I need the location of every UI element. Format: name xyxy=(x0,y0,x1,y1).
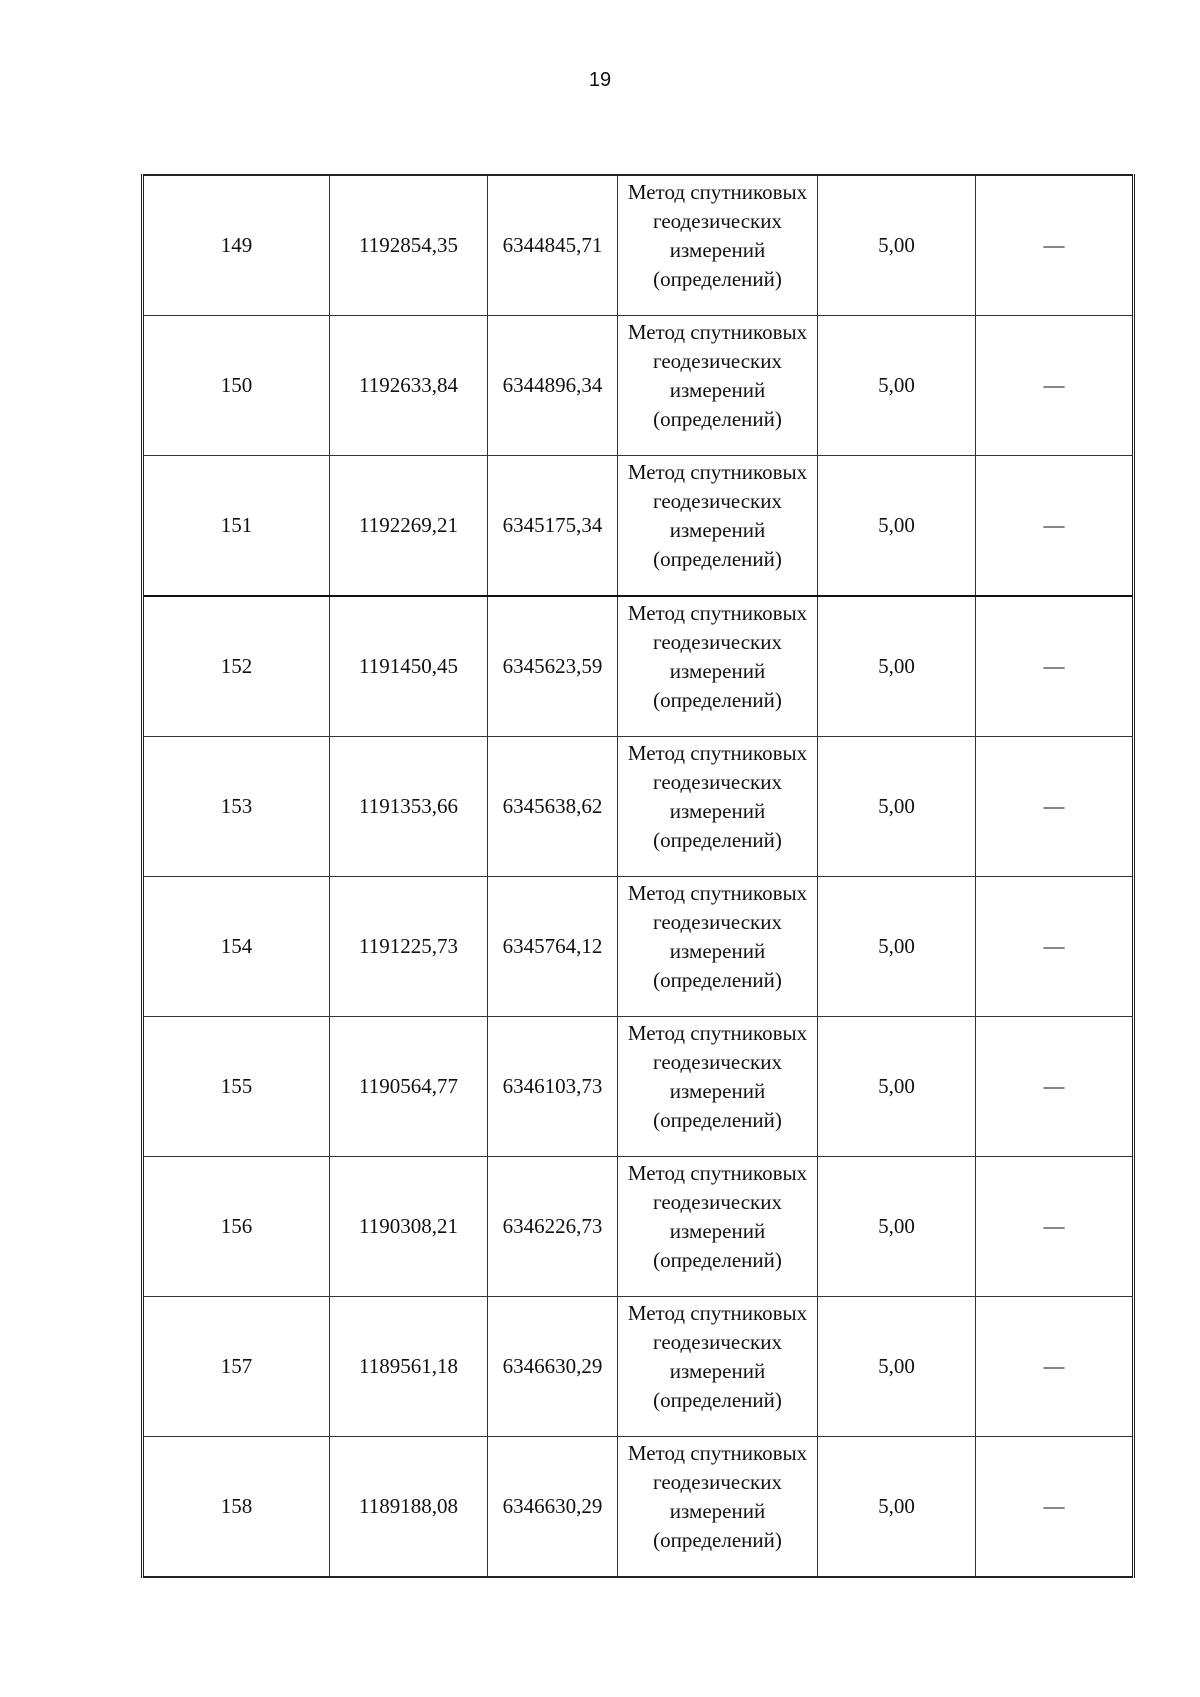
method-line: (определений) xyxy=(653,1108,782,1132)
x-coordinate-cell: 1191450,45 xyxy=(330,596,488,737)
y-coordinate-cell: 6346226,73 xyxy=(488,1157,618,1297)
method-line: измерений xyxy=(669,1359,766,1383)
method-line: Метод спутниковых xyxy=(627,180,808,204)
x-coordinate-cell: 1192633,84 xyxy=(330,316,488,456)
table-row xyxy=(143,1157,1134,1297)
method-cell xyxy=(618,456,818,597)
method-line: (определений) xyxy=(653,547,782,571)
method-line: Метод спутниковых xyxy=(627,1441,808,1465)
method-line: измерений xyxy=(669,939,766,963)
description-cell: — xyxy=(976,175,1134,316)
x-coordinate-cell: 1191353,66 xyxy=(330,737,488,877)
point-number-cell: 151 xyxy=(143,456,330,597)
method-line: измерений xyxy=(669,518,766,542)
method-line: измерений xyxy=(669,1499,766,1523)
method-line: Метод спутниковых xyxy=(627,1301,808,1325)
x-coordinate-cell: 1189188,08 xyxy=(330,1437,488,1578)
point-number-cell: 158 xyxy=(143,1437,330,1578)
precision-cell: 5,00 xyxy=(818,877,976,1017)
y-coordinate-cell: 6344845,71 xyxy=(488,175,618,316)
description-cell: — xyxy=(976,737,1134,877)
x-coordinate-cell: 1190564,77 xyxy=(330,1017,488,1157)
method-line: (определений) xyxy=(653,828,782,852)
coordinates-table xyxy=(141,174,1135,1578)
point-number-cell: 152 xyxy=(143,596,330,737)
method-line: (определений) xyxy=(653,1388,782,1412)
method-line: геодезических xyxy=(652,1190,782,1214)
precision-cell: 5,00 xyxy=(818,1157,976,1297)
method-line: Метод спутниковых xyxy=(627,460,808,484)
method-line: геодезических xyxy=(652,770,782,794)
method-line: измерений xyxy=(669,659,766,683)
method-line: Метод спутниковых xyxy=(627,1161,808,1185)
method-line: геодезических xyxy=(652,910,782,934)
description-cell: — xyxy=(976,456,1134,597)
point-number-cell: 150 xyxy=(143,316,330,456)
method-line: (определений) xyxy=(653,267,782,291)
y-coordinate-cell: 6345764,12 xyxy=(488,877,618,1017)
method-line: (определений) xyxy=(653,968,782,992)
table-row xyxy=(143,175,1134,316)
method-cell xyxy=(618,316,818,456)
y-coordinate-cell: 6346630,29 xyxy=(488,1297,618,1437)
precision-cell: 5,00 xyxy=(818,737,976,877)
method-line: Метод спутниковых xyxy=(627,320,808,344)
point-number-cell: 149 xyxy=(143,175,330,316)
method-line: измерений xyxy=(669,1219,766,1243)
point-number-cell: 157 xyxy=(143,1297,330,1437)
method-line: измерений xyxy=(669,378,766,402)
point-number-cell: 153 xyxy=(143,737,330,877)
method-line: геодезических xyxy=(652,1470,782,1494)
method-line: геодезических xyxy=(652,630,782,654)
method-line: измерений xyxy=(669,799,766,823)
method-line: геодезических xyxy=(652,349,782,373)
precision-cell: 5,00 xyxy=(818,1017,976,1157)
y-coordinate-cell: 6345623,59 xyxy=(488,596,618,737)
method-line: измерений xyxy=(669,238,766,262)
precision-cell: 5,00 xyxy=(818,456,976,597)
description-cell: — xyxy=(976,1157,1134,1297)
description-cell: — xyxy=(976,1017,1134,1157)
method-line: (определений) xyxy=(653,407,782,431)
method-line: геодезических xyxy=(652,1050,782,1074)
y-coordinate-cell: 6345638,62 xyxy=(488,737,618,877)
description-cell: — xyxy=(976,1297,1134,1437)
method-line: (определений) xyxy=(653,688,782,712)
description-cell: — xyxy=(976,316,1134,456)
table-row xyxy=(143,877,1134,1017)
method-line: Метод спутниковых xyxy=(627,1021,808,1045)
method-line: геодезических xyxy=(652,489,782,513)
method-line: Метод спутниковых xyxy=(627,601,808,625)
table-row xyxy=(143,737,1134,877)
method-line: (определений) xyxy=(653,1248,782,1272)
method-line: (определений) xyxy=(653,1528,782,1552)
method-cell xyxy=(618,1017,818,1157)
y-coordinate-cell: 6345175,34 xyxy=(488,456,618,597)
description-cell: — xyxy=(976,1437,1134,1578)
point-number-cell: 154 xyxy=(143,877,330,1017)
table-row xyxy=(143,456,1134,597)
point-number-cell: 155 xyxy=(143,1017,330,1157)
description-cell: — xyxy=(976,877,1134,1017)
table-row xyxy=(143,1017,1134,1157)
table-row xyxy=(143,1297,1134,1437)
y-coordinate-cell: 6346103,73 xyxy=(488,1017,618,1157)
y-coordinate-cell: 6344896,34 xyxy=(488,316,618,456)
precision-cell: 5,00 xyxy=(818,175,976,316)
x-coordinate-cell: 1192269,21 xyxy=(330,456,488,597)
method-line: Метод спутниковых xyxy=(627,741,808,765)
table-row xyxy=(143,596,1134,737)
point-number-cell: 156 xyxy=(143,1157,330,1297)
method-cell xyxy=(618,737,818,877)
description-cell: — xyxy=(976,596,1134,737)
x-coordinate-cell: 1189561,18 xyxy=(330,1297,488,1437)
x-coordinate-cell: 1190308,21 xyxy=(330,1157,488,1297)
table-row xyxy=(143,1437,1134,1578)
method-line: Метод спутниковых xyxy=(627,881,808,905)
method-cell xyxy=(618,1157,818,1297)
precision-cell: 5,00 xyxy=(818,1437,976,1578)
x-coordinate-cell: 1191225,73 xyxy=(330,877,488,1017)
method-line: геодезических xyxy=(652,209,782,233)
method-line: измерений xyxy=(669,1079,766,1103)
y-coordinate-cell: 6346630,29 xyxy=(488,1437,618,1578)
x-coordinate-cell: 1192854,35 xyxy=(330,175,488,316)
page-number: 19 xyxy=(588,69,612,91)
method-cell xyxy=(618,175,818,316)
precision-cell: 5,00 xyxy=(818,316,976,456)
method-cell xyxy=(618,1297,818,1437)
method-cell xyxy=(618,1437,818,1578)
method-cell xyxy=(618,596,818,737)
precision-cell: 5,00 xyxy=(818,596,976,737)
method-cell xyxy=(618,877,818,1017)
table-row xyxy=(143,316,1134,456)
method-line: геодезических xyxy=(652,1330,782,1354)
precision-cell: 5,00 xyxy=(818,1297,976,1437)
